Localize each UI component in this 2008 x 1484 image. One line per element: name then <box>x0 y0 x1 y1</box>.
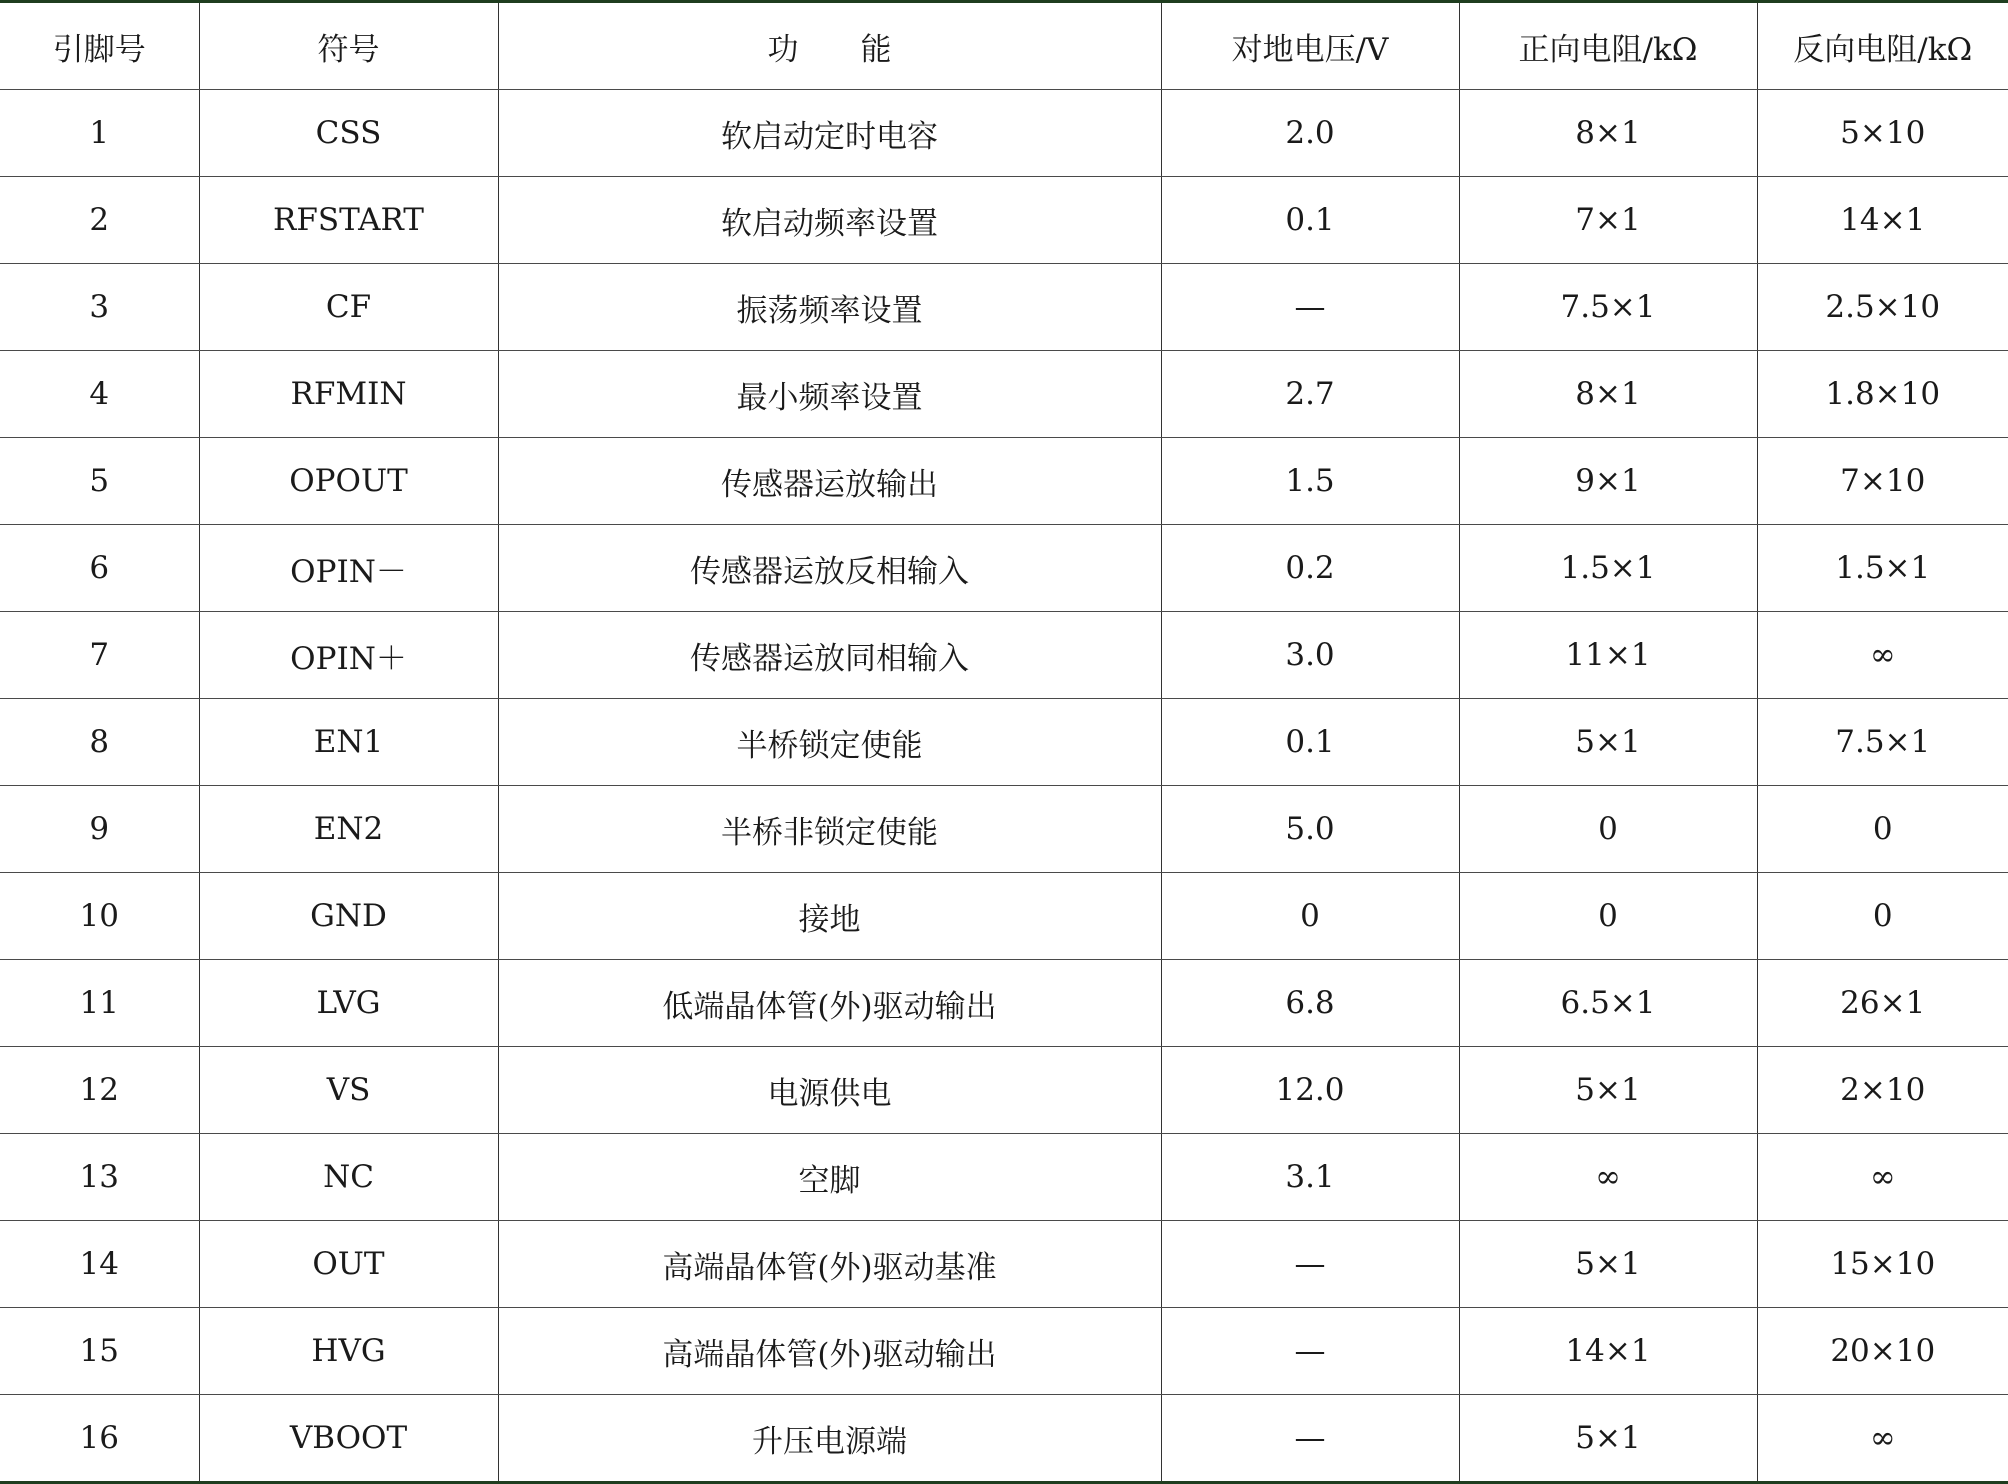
ground-voltage-cell: 6.8 <box>1161 960 1459 1047</box>
forward-resistance-cell: ∞ <box>1459 1134 1757 1221</box>
forward-resistance-cell: 11×1 <box>1459 612 1757 699</box>
reverse-resistance-cell: 14×1 <box>1757 177 2008 264</box>
function-cell: 高端晶体管(外)驱动基准 <box>498 1221 1161 1308</box>
table-body <box>0 90 2008 1483</box>
function-cell: 低端晶体管(外)驱动输出 <box>498 960 1161 1047</box>
symbol-cell: EN1 <box>199 699 498 786</box>
table-row <box>0 612 2008 699</box>
reverse-resistance-cell: 2.5×10 <box>1757 264 2008 351</box>
forward-resistance-cell: 5×1 <box>1459 699 1757 786</box>
symbol-cell: CSS <box>199 90 498 177</box>
table-row <box>0 525 2008 612</box>
symbol-cell: OPIN＋ <box>199 612 498 699</box>
header-reverse-resistance: 反向电阻/kΩ <box>1757 2 2008 90</box>
table-row <box>0 90 2008 177</box>
ground-voltage-cell: 1.5 <box>1161 438 1459 525</box>
pin-number-cell: 16 <box>0 1395 199 1483</box>
pin-number-cell: 11 <box>0 960 199 1047</box>
forward-resistance-cell: 5×1 <box>1459 1395 1757 1483</box>
function-cell: 接地 <box>498 873 1161 960</box>
table-row <box>0 786 2008 873</box>
reverse-resistance-cell: 15×10 <box>1757 1221 2008 1308</box>
pin-number-cell: 14 <box>0 1221 199 1308</box>
symbol-cell: EN2 <box>199 786 498 873</box>
ground-voltage-cell: — <box>1161 1221 1459 1308</box>
pin-number-cell: 12 <box>0 1047 199 1134</box>
function-cell: 软启动频率设置 <box>498 177 1161 264</box>
reverse-resistance-cell: 7.5×1 <box>1757 699 2008 786</box>
table-row <box>0 1308 2008 1395</box>
function-cell: 电源供电 <box>498 1047 1161 1134</box>
table-row <box>0 699 2008 786</box>
ground-voltage-cell: — <box>1161 1395 1459 1483</box>
symbol-cell: HVG <box>199 1308 498 1395</box>
pin-number-cell: 8 <box>0 699 199 786</box>
forward-resistance-cell: 8×1 <box>1459 351 1757 438</box>
reverse-resistance-cell: 5×10 <box>1757 90 2008 177</box>
symbol-cell: RFSTART <box>199 177 498 264</box>
pin-number-cell: 10 <box>0 873 199 960</box>
symbol-cell: OUT <box>199 1221 498 1308</box>
ground-voltage-cell: 0.1 <box>1161 699 1459 786</box>
header-ground-voltage: 对地电压/V <box>1161 2 1459 90</box>
pin-number-cell: 9 <box>0 786 199 873</box>
pin-number-cell: 13 <box>0 1134 199 1221</box>
table-row <box>0 1221 2008 1308</box>
header-pin-number: 引脚号 <box>0 2 199 90</box>
ground-voltage-cell: 0.2 <box>1161 525 1459 612</box>
header-forward-resistance: 正向电阻/kΩ <box>1459 2 1757 90</box>
table-row <box>0 960 2008 1047</box>
ground-voltage-cell: — <box>1161 264 1459 351</box>
pin-number-cell: 6 <box>0 525 199 612</box>
header-row <box>0 2 2008 90</box>
symbol-cell: CF <box>199 264 498 351</box>
ground-voltage-cell: 0.1 <box>1161 177 1459 264</box>
function-cell: 软启动定时电容 <box>498 90 1161 177</box>
function-cell: 高端晶体管(外)驱动输出 <box>498 1308 1161 1395</box>
header-symbol: 符号 <box>199 2 498 90</box>
function-cell: 传感器运放反相输入 <box>498 525 1161 612</box>
pin-number-cell: 2 <box>0 177 199 264</box>
forward-resistance-cell: 7.5×1 <box>1459 264 1757 351</box>
symbol-cell: GND <box>199 873 498 960</box>
table-row <box>0 264 2008 351</box>
pin-number-cell: 3 <box>0 264 199 351</box>
pin-number-cell: 4 <box>0 351 199 438</box>
table-row <box>0 351 2008 438</box>
table-row <box>0 1134 2008 1221</box>
reverse-resistance-cell: 2×10 <box>1757 1047 2008 1134</box>
table-row <box>0 1047 2008 1134</box>
forward-resistance-cell: 14×1 <box>1459 1308 1757 1395</box>
forward-resistance-cell: 7×1 <box>1459 177 1757 264</box>
symbol-cell: LVG <box>199 960 498 1047</box>
function-cell: 传感器运放输出 <box>498 438 1161 525</box>
ground-voltage-cell: 5.0 <box>1161 786 1459 873</box>
reverse-resistance-cell: ∞ <box>1757 1134 2008 1221</box>
pin-number-cell: 15 <box>0 1308 199 1395</box>
reverse-resistance-cell: 20×10 <box>1757 1308 2008 1395</box>
ground-voltage-cell: 3.1 <box>1161 1134 1459 1221</box>
function-cell: 升压电源端 <box>498 1395 1161 1483</box>
reverse-resistance-cell: 0 <box>1757 873 2008 960</box>
forward-resistance-cell: 0 <box>1459 873 1757 960</box>
reverse-resistance-cell: ∞ <box>1757 1395 2008 1483</box>
forward-resistance-cell: 5×1 <box>1459 1047 1757 1134</box>
ground-voltage-cell: 0 <box>1161 873 1459 960</box>
forward-resistance-cell: 0 <box>1459 786 1757 873</box>
symbol-cell: VS <box>199 1047 498 1134</box>
table-row <box>0 873 2008 960</box>
symbol-cell: OPIN－ <box>199 525 498 612</box>
symbol-cell: OPOUT <box>199 438 498 525</box>
forward-resistance-cell: 1.5×1 <box>1459 525 1757 612</box>
pin-number-cell: 1 <box>0 90 199 177</box>
function-cell: 振荡频率设置 <box>498 264 1161 351</box>
table-row <box>0 438 2008 525</box>
forward-resistance-cell: 9×1 <box>1459 438 1757 525</box>
reverse-resistance-cell: 7×10 <box>1757 438 2008 525</box>
symbol-cell: VBOOT <box>199 1395 498 1483</box>
reverse-resistance-cell: 26×1 <box>1757 960 2008 1047</box>
ground-voltage-cell: 2.0 <box>1161 90 1459 177</box>
symbol-cell: NC <box>199 1134 498 1221</box>
function-cell: 空脚 <box>498 1134 1161 1221</box>
pin-number-cell: 7 <box>0 612 199 699</box>
ground-voltage-cell: 2.7 <box>1161 351 1459 438</box>
ground-voltage-cell: 12.0 <box>1161 1047 1459 1134</box>
function-cell: 传感器运放同相输入 <box>498 612 1161 699</box>
reverse-resistance-cell: 1.5×1 <box>1757 525 2008 612</box>
ground-voltage-cell: 3.0 <box>1161 612 1459 699</box>
reverse-resistance-cell: 0 <box>1757 786 2008 873</box>
symbol-cell: RFMIN <box>199 351 498 438</box>
forward-resistance-cell: 8×1 <box>1459 90 1757 177</box>
reverse-resistance-cell: ∞ <box>1757 612 2008 699</box>
function-cell: 半桥非锁定使能 <box>498 786 1161 873</box>
forward-resistance-cell: 6.5×1 <box>1459 960 1757 1047</box>
table-row <box>0 1395 2008 1483</box>
forward-resistance-cell: 5×1 <box>1459 1221 1757 1308</box>
ground-voltage-cell: — <box>1161 1308 1459 1395</box>
table-row <box>0 177 2008 264</box>
header-function: 功 能 <box>498 2 1161 90</box>
reverse-resistance-cell: 1.8×10 <box>1757 351 2008 438</box>
function-cell: 半桥锁定使能 <box>498 699 1161 786</box>
function-cell: 最小频率设置 <box>498 351 1161 438</box>
pin-number-cell: 5 <box>0 438 199 525</box>
